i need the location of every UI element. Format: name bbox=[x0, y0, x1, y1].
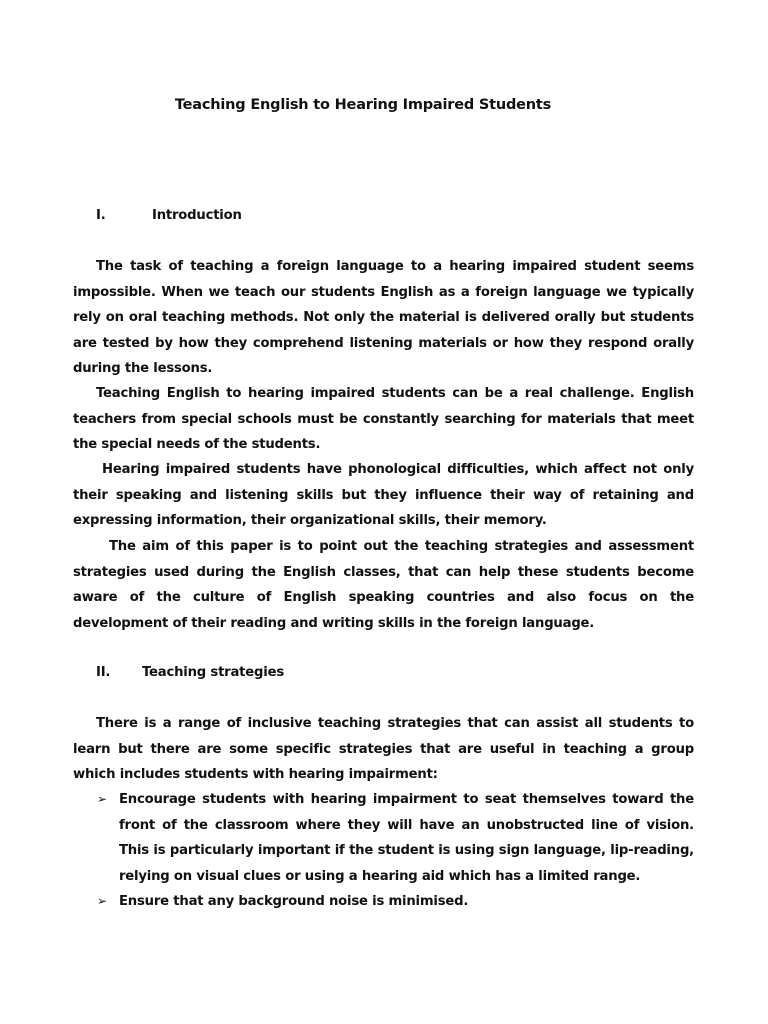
arrow-bullet-icon: ➢ bbox=[97, 894, 107, 908]
list-item-text: Ensure that any background noise is minimised. bbox=[119, 894, 469, 909]
intro-paragraph-1: The task of teaching a foreign language to a hearing impaired student seems impossible. When we teach our students English as a foreign language we typically rely on oral teaching methods. Not only the material is delivered orally but students are tested by how they comprehend listening materials or how they respond orally during the lessons. bbox=[73, 259, 694, 376]
intro-paragraph-4: The aim of this paper is to point out the teaching strategies and assessment strategies used during the English classes, that can help these students become aware of the culture of English speaking countries and also focus on the development of their reading and writing skills in the foreign language. bbox=[73, 539, 694, 631]
section-number: I. bbox=[96, 208, 106, 223]
list-item-text: Encourage students with hearing impairment to seat themselves toward the front of the classroom where they will have an unobstructed line of vision. This is particularly important if the student is using sign language, lip-reading, relying on visual clues or using a hearing aid which has a limited range. bbox=[119, 792, 694, 884]
list-item bbox=[97, 889, 694, 915]
intro-paragraph-2: Teaching English to hearing impaired students can be a real challenge. English teachers from special schools must be constantly searching for materials that meet the special needs of the students. bbox=[73, 386, 694, 452]
list-item bbox=[97, 787, 694, 889]
document-title: Teaching English to Hearing Impaired Students bbox=[174, 97, 552, 113]
section-title: Introduction bbox=[152, 208, 242, 223]
section-number: II. bbox=[96, 665, 111, 680]
intro-paragraph-3: Hearing impaired students have phonological difficulties, which affect not only their speaking and listening skills but they influence their way of retaining and expressing information, their organizational skills, their memory. bbox=[73, 462, 694, 528]
arrow-bullet-icon: ➢ bbox=[97, 792, 107, 806]
strategies-paragraph-1: There is a range of inclusive teaching strategies that can assist all students to learn but there are some specific strategies that are useful in teaching a group which includes students with hearing impairment: bbox=[73, 716, 694, 782]
strategies-bullet-list bbox=[97, 787, 694, 915]
section-title: Teaching strategies bbox=[142, 665, 284, 680]
